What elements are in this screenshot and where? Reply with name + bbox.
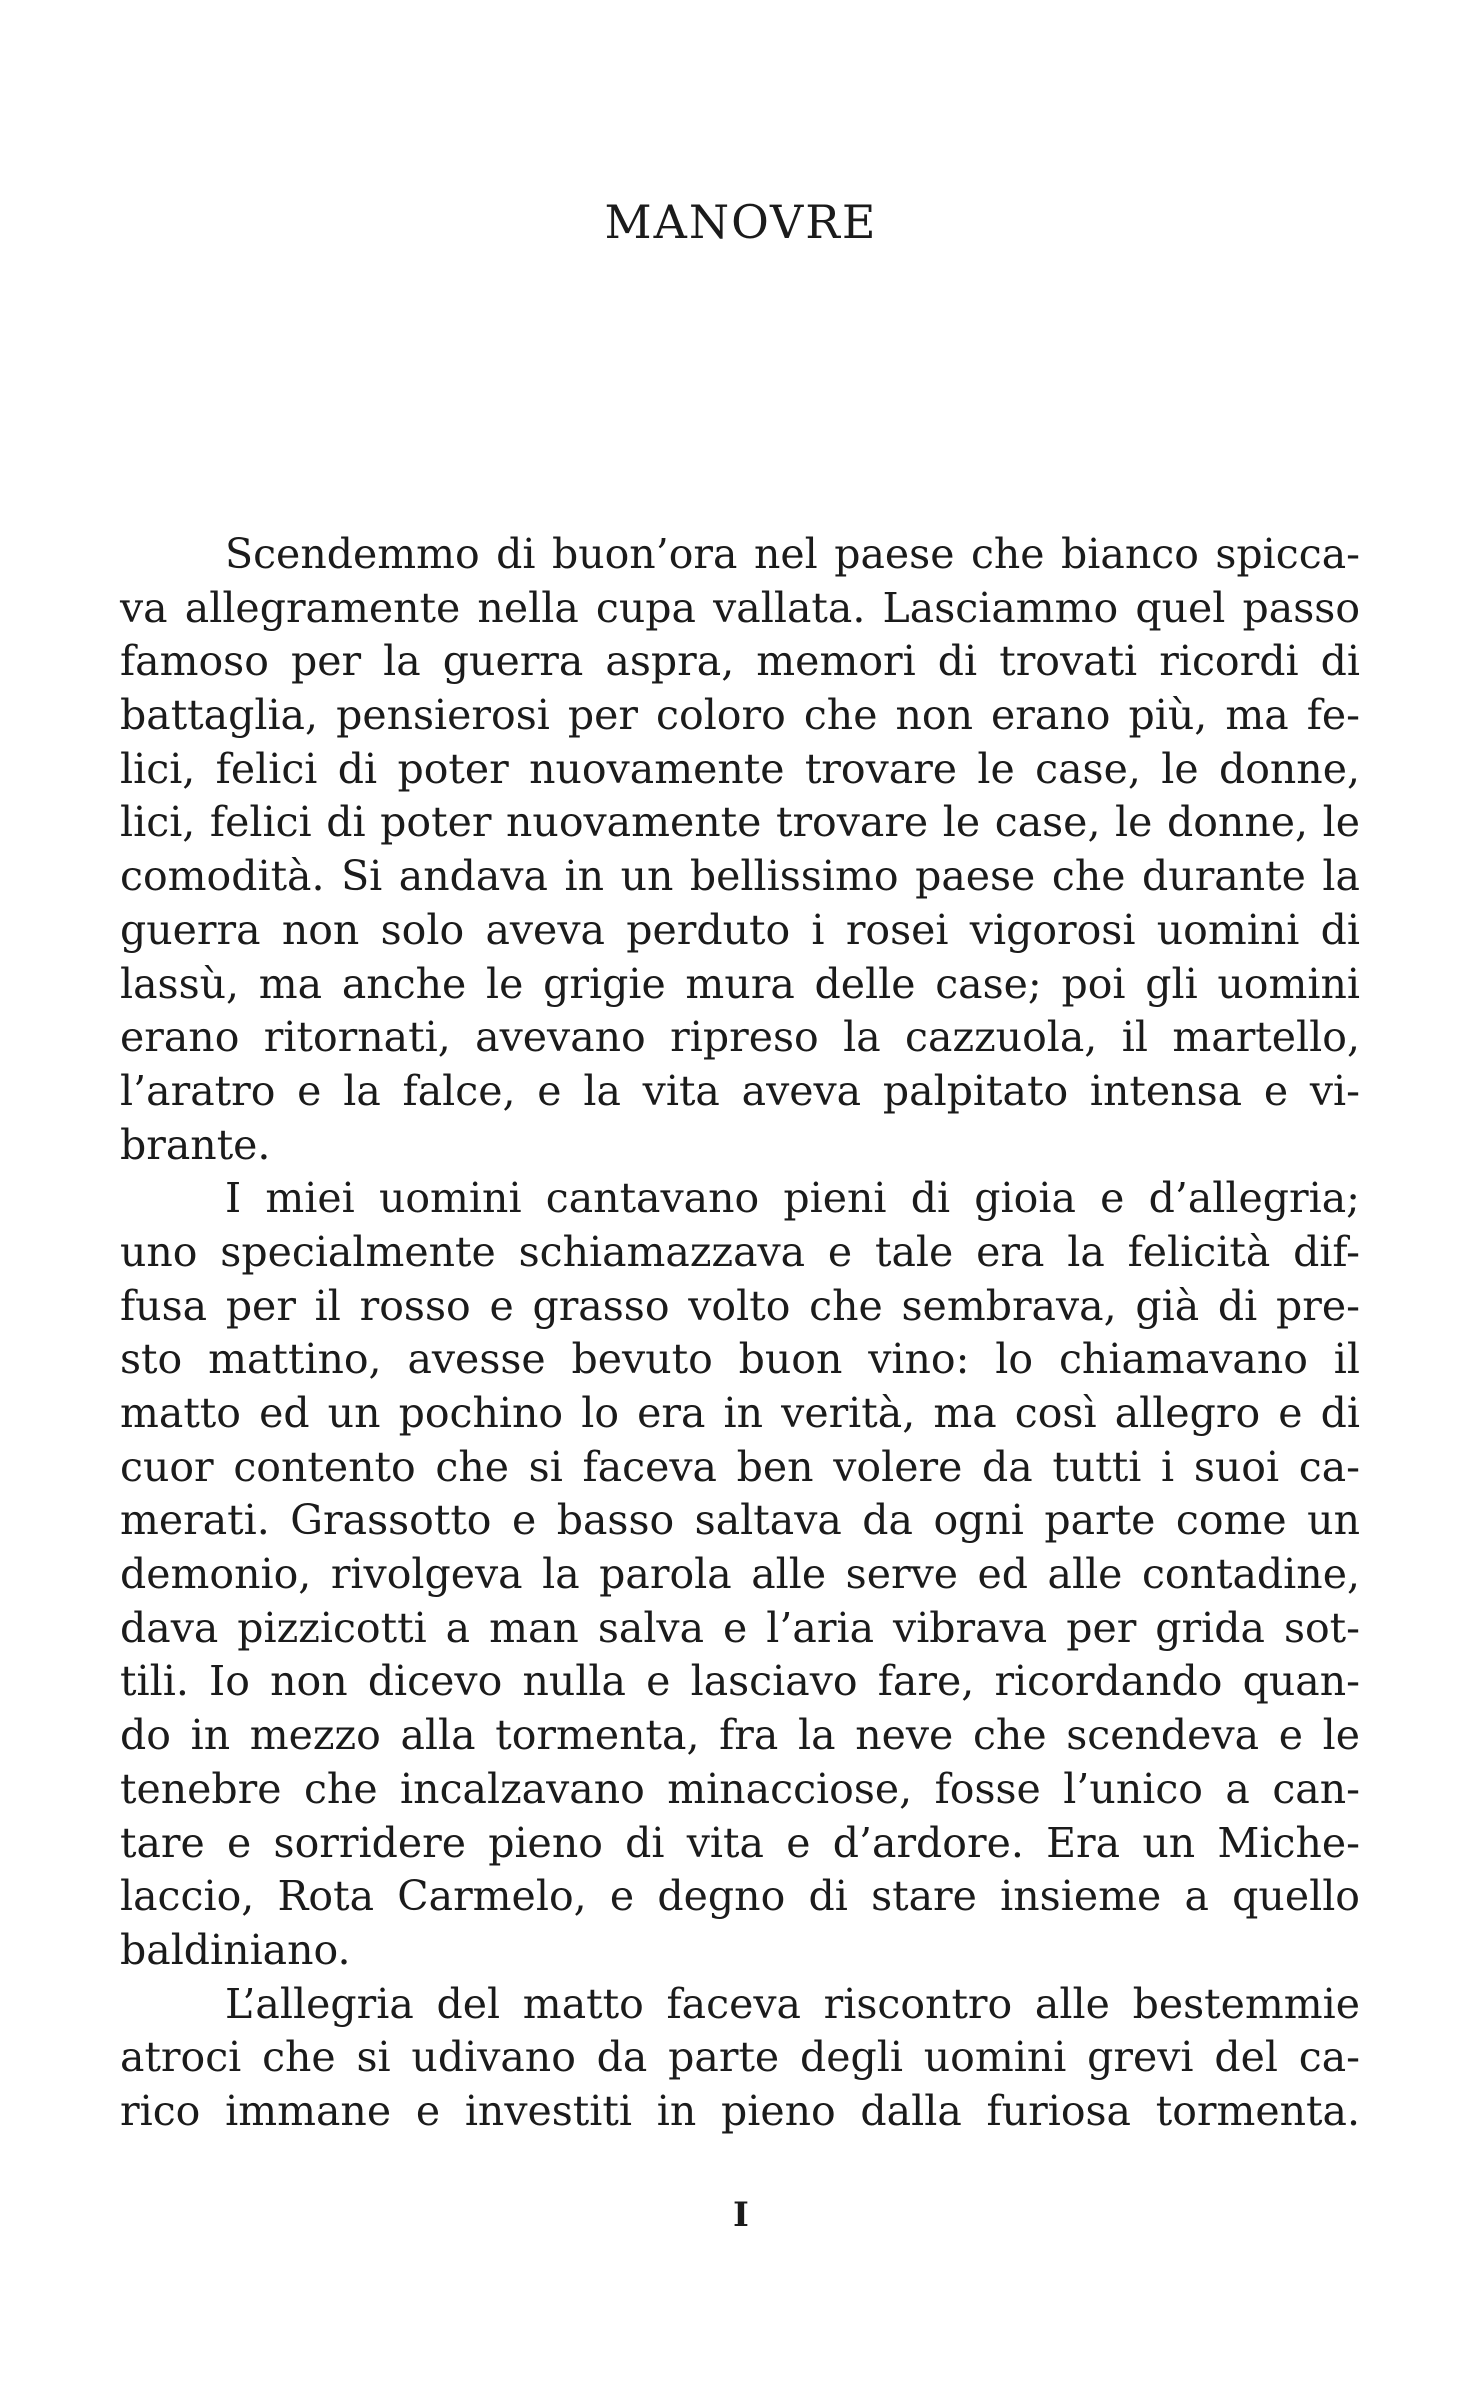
body-text	[120, 528, 1360, 2139]
text-line: comodità. Si andava in un bellissimo paese che durante la	[120, 852, 1360, 901]
text-line: va allegramente nella cupa vallata. Lasciammo quel passo	[120, 583, 1360, 632]
text-line: fusa per il rosso e grasso volto che sembrava, già di pre-	[120, 1281, 1360, 1330]
text-line: lici, felici di poter nuovamente trovare le case, le donne,	[120, 744, 1360, 793]
page-number: I	[733, 2195, 749, 2235]
text-line: erano ritornati, avevano ripreso la cazzuola, il martello,	[120, 1013, 1360, 1062]
text-line: merati. Grassotto e basso saltava da ogni parte come un	[120, 1496, 1360, 1545]
text-line: famoso per la guerra aspra, memori di trovati ricordi di	[120, 637, 1360, 686]
text-line: cuor contento che si faceva ben volere da tutti i suoi ca-	[120, 1442, 1360, 1491]
text-line: laccio, Rota Carmelo, e degno di stare insieme a quello	[120, 1872, 1360, 1921]
text-line: battaglia, pensierosi per coloro che non erano più, ma fe-	[120, 691, 1360, 740]
text-line: baldiniano.	[120, 1925, 351, 1974]
text-line: atroci che si udivano da parte degli uomini grevi del ca-	[120, 2033, 1360, 2082]
text-line: tenebre che incalzavano minacciose, fosse l’unico a can-	[120, 1764, 1360, 1813]
text-line: Scendemmo di buon’ora nel paese che bianco spicca-	[225, 530, 1360, 578]
text-line: demonio, rivolgeva la parola alle serve ed alle contadine,	[120, 1550, 1360, 1599]
text-line: dava pizzicotti a man salva e l’aria vibrava per grida sot-	[120, 1603, 1360, 1652]
text-line: lici, felici di poter nuovamente trovare le case, le donne, le	[120, 798, 1360, 847]
text-line: guerra non solo aveva perduto i rosei vigorosi uomini di	[120, 905, 1360, 954]
text-line: rico immane e investiti in pieno dalla furiosa tormenta.	[120, 2086, 1360, 2135]
text-line: do in mezzo alla tormenta, fra la neve che scendeva e le	[120, 1711, 1360, 1760]
text-line: l’aratro e la falce, e la vita aveva palpitato intensa e vi-	[120, 1066, 1360, 1115]
text-line: uno specialmente schiamazzava e tale era la felicità dif-	[120, 1227, 1360, 1276]
text-line: brante.	[120, 1120, 271, 1169]
text-line: lassù, ma anche le grigie mura delle case; poi gli uomini	[120, 959, 1360, 1008]
chapter-title: MANOVRE	[604, 195, 878, 249]
text-line: matto ed un pochino lo era in verità, ma così allegro e di	[120, 1389, 1360, 1437]
text-line: tili. Io non dicevo nulla e lasciavo fare, ricordando quan-	[120, 1657, 1360, 1706]
text-line: L’allegria del matto faceva riscontro alle bestemmie	[225, 1979, 1360, 2028]
text-line: sto mattino, avesse bevuto buon vino: lo chiamavano il	[120, 1335, 1360, 1384]
text-line: tare e sorridere pieno di vita e d’ardore. Era un Miche-	[120, 1818, 1360, 1867]
text-line: I miei uomini cantavano pieni di gioia e d’allegria;	[225, 1174, 1360, 1223]
